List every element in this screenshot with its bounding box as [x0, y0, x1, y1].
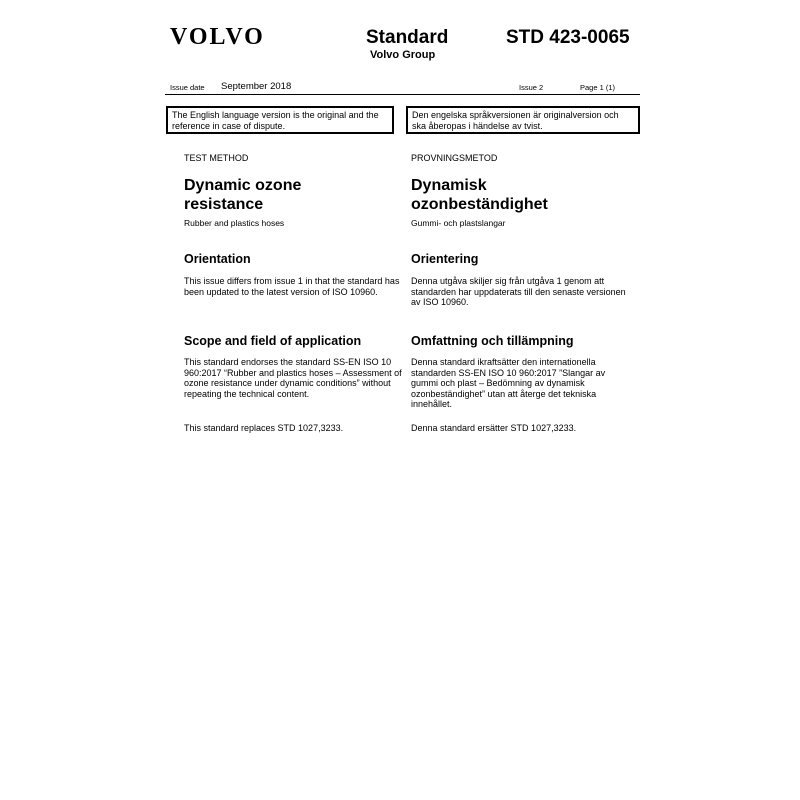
document-type: Standard — [366, 27, 449, 48]
orientation-text-english: This issue differs from issue 1 in that the standard has been updated to the latest version of ISO 10960. — [184, 276, 400, 297]
title-line-2: resistance — [184, 196, 264, 213]
notice-text-english: The English language version is the original and the reference in case of dispute. — [172, 110, 379, 131]
volvo-logo: VOLVO — [170, 24, 265, 50]
issue-number: Issue 2 — [519, 83, 544, 92]
orientation-heading-swedish: Orientering — [411, 252, 479, 266]
title-line-2: ozonbeständighet — [411, 196, 548, 213]
scope-heading-english: Scope and field of application — [184, 334, 362, 348]
notice-text-swedish: Den engelska språkversionen är originalversion och ska åberopas i händelse av tvist. — [412, 110, 619, 131]
category-label-swedish: PROVNINGSMETOD — [411, 153, 498, 163]
scope-text-english: This standard endorses the standard SS-EN ISO 10 960:2017 “Rubber and plastics hoses – Assessment of ozone resistance under dynamic conditions” without repeating the technical content. — [184, 357, 402, 399]
scope-text-swedish: Denna standard ikraftsätter den internationella standarden SS-EN ISO 10 960:2017 ”Slangar av gummi och plast – Bedömning av dynamisk ozonbeständighet” utan att återge det tekniska innehållet. — [411, 357, 606, 409]
subtitle-english: Rubber and plastics hoses — [184, 218, 285, 228]
scope-heading-swedish: Omfattning och tillämpning — [411, 334, 574, 348]
orientation-text-swedish: Denna utgåva skiljer sig från utgåva 1 genom att standarden har uppdaterats till den senaste versionen av ISO 10960. — [411, 276, 626, 307]
issue-date-value: September 2018 — [221, 81, 292, 92]
category-label-english: TEST METHOD — [184, 153, 249, 163]
replaces-text-swedish: Denna standard ersätter STD 1027,3233. — [411, 423, 577, 433]
notice-box-swedish — [406, 106, 640, 134]
document-title-swedish — [411, 176, 611, 214]
notice-box-english — [166, 106, 394, 134]
header-divider — [165, 94, 640, 95]
organization-name: Volvo Group — [370, 49, 436, 61]
orientation-heading-english: Orientation — [184, 252, 251, 266]
standard-number: STD 423-0065 — [506, 27, 630, 48]
replaces-text-english: This standard replaces STD 1027,3233. — [184, 423, 344, 433]
page-number: Page 1 (1) — [580, 83, 616, 92]
title-line-1: Dynamisk — [411, 177, 487, 194]
document-title-english — [184, 176, 384, 214]
title-line-1: Dynamic ozone — [184, 177, 302, 194]
issue-date-label: Issue date — [170, 83, 205, 92]
subtitle-swedish: Gummi- och plastslangar — [411, 218, 506, 228]
